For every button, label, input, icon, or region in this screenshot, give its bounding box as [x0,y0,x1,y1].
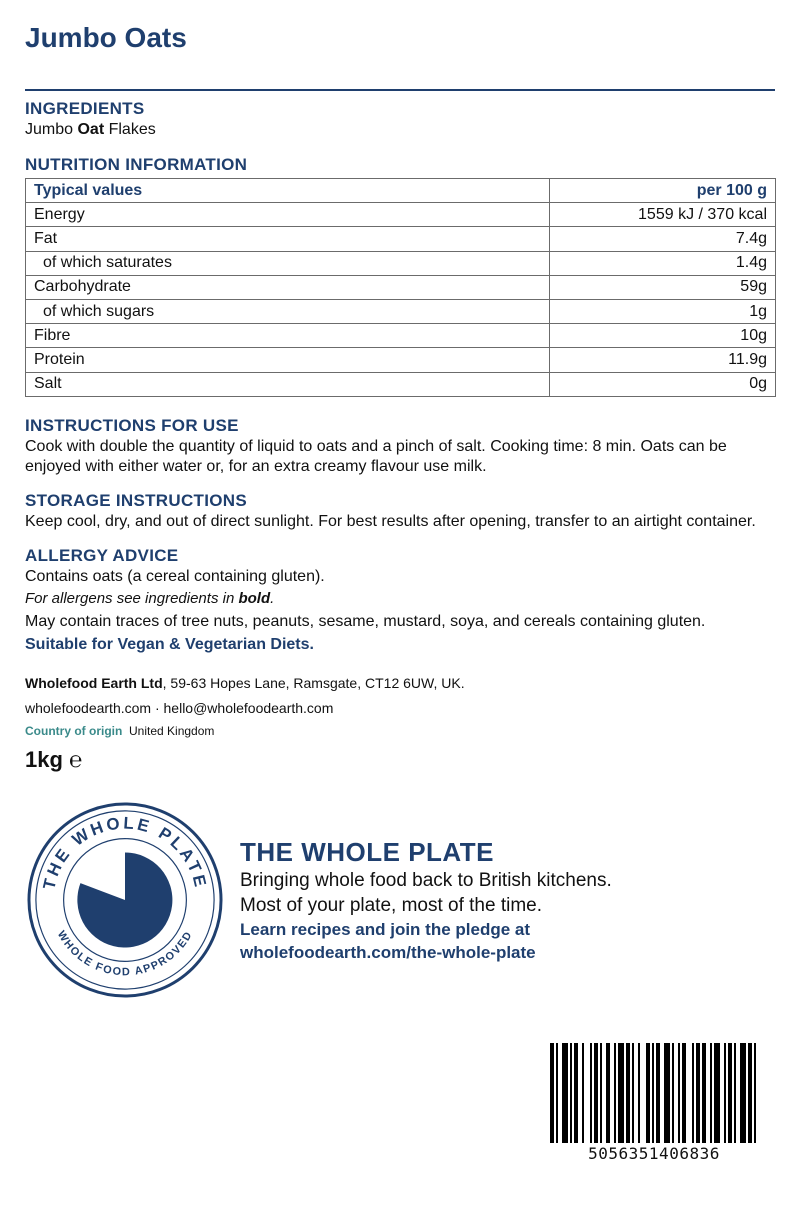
ingredients-text-before: Jumbo [25,121,78,138]
allergy-contains: Contains oats (a cereal containing gluten). [25,567,325,585]
nutrient-label: Carbohydrate [26,275,550,299]
nutrient-label: Protein [26,348,550,372]
allergy-section [25,545,775,655]
storage-section [25,490,775,532]
ingredients-allergen: Oat [77,121,105,138]
estimated-sign-icon: ℮ [69,746,83,772]
nutrient-label: Salt [26,372,550,396]
ingredients-heading: INGREDIENTS [25,99,145,118]
nutrient-value: 0g [550,372,776,396]
nutrient-label: Fat [26,227,550,251]
ingredients-text [25,120,775,140]
allergy-note-prefix: For allergens see ingredients in [25,589,239,607]
nutrient-value: 11.9g [550,348,776,372]
seal-top-text: THE WHOLE PLATE [39,813,211,892]
whole-plate-seal-icon [26,800,224,1000]
nutrient-value: 1.4g [550,251,776,275]
allergy-note [25,589,775,609]
nutrient-label: of which saturates [26,251,550,275]
suitable-diets: Suitable for Vegan & Vegetarian Diets. [25,635,314,653]
country-of-origin [25,723,775,739]
nutrient-value: 10g [550,324,776,348]
company-name: Wholefood Earth Ltd [25,674,163,691]
nutrition-table [25,178,776,397]
nutrient-value: 7.4g [550,227,776,251]
promo-title: THE WHOLE PLATE [240,837,495,867]
promo-link-text: Learn recipes and join the pledge at [240,920,531,939]
company-address: , 59-63 Hopes Lane, Ramsgate, CT12 6UW, UK. [162,674,465,691]
nutrient-label: Energy [26,203,550,227]
table-row [26,227,776,251]
label-content [25,98,775,773]
allergy-note-suffix: . [270,589,275,607]
nutrient-value: 59g [550,275,776,299]
allergy-heading: ALLERGY ADVICE [25,545,179,565]
instructions-heading: INSTRUCTIONS FOR USE [25,415,239,435]
table-row [26,372,776,396]
nutrition-section [25,154,775,397]
nutrient-label: Fibre [26,324,550,348]
seal-bottom-text: WHOLE FOOD APPROVED [54,928,196,979]
storage-heading: STORAGE INSTRUCTIONS [25,490,247,510]
origin-label: Country of origin [25,723,123,738]
promo-line-2: Most of your plate, most of the time. [240,895,543,916]
nutrient-value: 1g [550,299,776,323]
promo-link-url: wholefoodearth.com/the-whole-plate [240,943,536,962]
product-title: Jumbo Oats [25,22,187,53]
instructions-text: Cook with double the quantity of liquid to oats and a pinch of salt. Cooking time: 8 min. Oats can be enjoyed with either water or, for an extra creamy flavour use milk. [25,437,727,475]
nutrition-header-label: Typical values [26,179,550,203]
barcode-number: 5056351406836 [588,1144,720,1163]
whole-plate-promo [240,836,760,964]
nutrition-heading: NUTRITION INFORMATION [25,155,248,174]
allergy-traces: May contain traces of tree nuts, peanuts, sesame, mustard, soya, and cereals containing gluten. [25,612,706,630]
title-divider [25,89,775,91]
promo-line-1: Bringing whole food back to British kitchens. [240,870,612,891]
nutrient-value: 1559 kJ / 370 kcal [550,203,776,227]
table-row [26,275,776,299]
company-line [25,674,775,692]
nutrition-header-value: per 100 g [550,179,776,203]
table-row [26,299,776,323]
ingredients-section [25,98,775,140]
table-row [26,251,776,275]
storage-text: Keep cool, dry, and out of direct sunlight. For best results after opening, transfer to an airtight container. [25,512,756,530]
company-contact: wholefoodearth.com · hello@wholefoodearth.com [25,699,334,716]
nutrient-label: of which sugars [26,299,550,323]
ingredients-text-after: Flakes [104,121,156,138]
weight-amount: 1kg [25,746,63,772]
table-row [26,324,776,348]
table-row [26,203,776,227]
instructions-section [25,415,775,477]
allergy-note-bold: bold [238,589,271,607]
net-weight [25,747,775,773]
nutrition-header-row [26,179,776,203]
table-row [26,348,776,372]
origin-value: United Kingdom [129,723,215,738]
